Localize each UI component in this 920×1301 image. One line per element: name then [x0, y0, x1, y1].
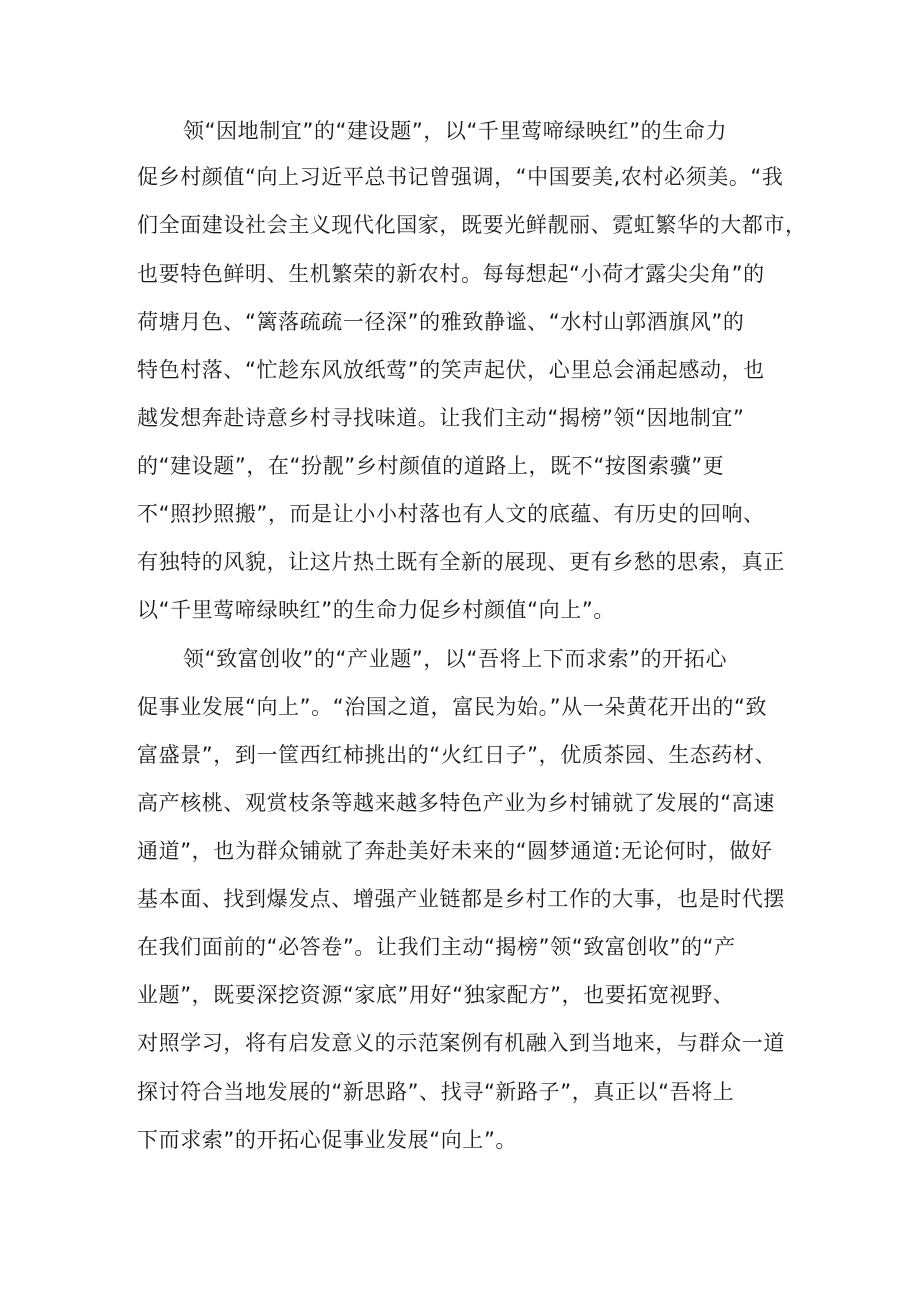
text-line: 不“照抄照搬”，而是让小小村落也有人文的底蕴、有历史的回响、	[137, 502, 765, 526]
text-line: 高产核桃、观赏枝条等越来越多特色产业为乡村铺就了发展的“高速	[137, 791, 775, 815]
text-line: 荷塘月色、“篱落疏疏一径深”的雅致静谧、“水村山郭酒旗风”的	[137, 310, 745, 334]
text-line: 基本面、找到爆发点、增强产业链都是乡村工作的大事，也是时代摆	[137, 887, 785, 911]
text-line: 探讨符合当地发展的“新思路”、找寻“新路子”，真正以“吾将上	[137, 1080, 735, 1104]
text-line: 们全面建设社会主义现代化国家，既要光鲜靓丽、霓虹繁华的大都市，	[137, 213, 807, 237]
text-line: 的“建设题”，在“扮靓”乡村颜值的道路上，既不“按图索骥”更	[137, 454, 725, 478]
text-line: 在我们面前的“必答卷”。让我们主动“揭榜”领“致富创收”的“产	[137, 935, 736, 959]
text-line: 通道”，也为群众铺就了奔赴美好未来的“圆梦通道:无论何时，做好	[137, 839, 773, 863]
text-line: 下而求索”的开拓心促事业发展“向上”。	[137, 1128, 518, 1152]
text-line: 有独特的风貌，让这片热土既有全新的展现、更有乡愁的思索，真正	[137, 550, 785, 574]
text-line: 也要特色鲜明、生机繁荣的新农村。每每想起“小荷才露尖尖角”的	[137, 262, 765, 286]
text-line: 业题”，既要深挖资源“家底”用好“独家配方”，也要拓宽视野、	[137, 983, 735, 1007]
text-line: 促乡村颜值“向上习近平总书记曾强调，“中国要美,农村必须美。“我	[137, 165, 784, 189]
text-line: 促事业发展“向上”。“治国之道，富民为始。”从一朵黄花开出的“致	[137, 695, 768, 719]
text-line: 领“致富创收”的“产业题”，以“吾将上下而求索”的开拓心	[183, 647, 728, 671]
text-line: 领“因地制宜”的“建设题”，以“千里莺啼绿映红”的生命力	[183, 119, 728, 143]
text-line: 特色村落、“忙趁东风放纸莺”的笑声起伏，心里总会涌起感动，也	[137, 358, 765, 382]
text-line: 以“千里莺啼绿映红”的生命力促乡村颜值“向上”。	[137, 598, 615, 622]
text-line: 越发想奔赴诗意乡村寻找味道。让我们主动“揭榜”领“因地制宜”	[137, 406, 745, 430]
text-line: 对照学习，将有启发意义的示范案例有机融入到当地来，与群众一道	[137, 1031, 785, 1055]
text-line: 富盛景”，到一筐西红柿挑出的“火红日子”，优质茶园、生态药材、	[137, 743, 777, 767]
